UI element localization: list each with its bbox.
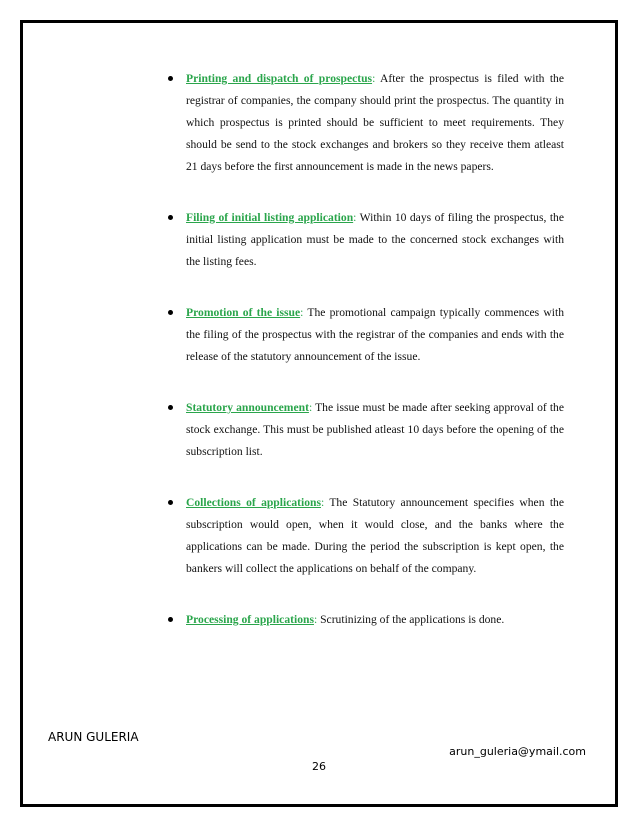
list-item [168, 207, 564, 273]
bullet-dot-icon [168, 617, 173, 622]
document-body [168, 68, 564, 631]
item-heading: Promotion of the issue [186, 306, 301, 319]
item-colon: : [308, 401, 313, 414]
bullet-dot-icon [168, 215, 173, 220]
item-colon: : [353, 211, 357, 224]
bullet-dot-icon [168, 500, 173, 505]
item-heading: Processing of applications [186, 613, 314, 626]
item-heading: Collections of applications [186, 496, 321, 509]
bullet-dot-icon [168, 310, 173, 315]
item-text: The promotional campaign typically commences with the filing of the prospectus with the registrar of the companies and ends with the release of the statutory announcement of the issue. [186, 306, 564, 363]
list-item [168, 492, 564, 580]
item-text: After the prospectus is filed with the registrar of companies, the company should print the prospectus. The quantity in which prospectus is printed should be sufficient to meet requirements. They should be send to the stock exchanges and brokers so they receive them atleast 21 days before the first announcement is made in the news papers. [186, 72, 564, 173]
item-text: Scrutinizing of the applications is done. [317, 613, 505, 626]
footer-author: ARUN GULERIA [48, 730, 139, 744]
item-colon: : [300, 306, 304, 319]
footer-email: arun_guleria@ymail.com [449, 745, 586, 758]
item-colon: : [372, 72, 376, 85]
list-item [168, 397, 564, 463]
list-item [168, 302, 564, 368]
item-colon: : [313, 613, 318, 626]
bullet-dot-icon [168, 405, 173, 410]
item-heading: Filing of initial listing application [186, 211, 354, 224]
item-heading: Statutory announcement [186, 401, 309, 414]
item-colon: : [320, 496, 325, 509]
bullet-dot-icon [168, 76, 173, 81]
item-heading: Printing and dispatch of prospectus [186, 72, 373, 85]
list-item [168, 609, 564, 631]
item-text: The Statutory announcement specifies when the subscription would open, when it would close, and the banks where the applications can be made. During the period the subscription is kept open, the bankers will collect the applications on behalf of the company. [186, 496, 564, 575]
list-item [168, 68, 564, 178]
page-number: 26 [312, 760, 326, 773]
item-text: Within 10 days of filing the prospectus, the initial listing application must be made to the concerned stock exchanges with the listing fees. [186, 211, 564, 268]
item-text: The issue must be made after seeking approval of the stock exchange. This must be published atleast 10 days before the opening of the subscription list. [186, 401, 565, 458]
